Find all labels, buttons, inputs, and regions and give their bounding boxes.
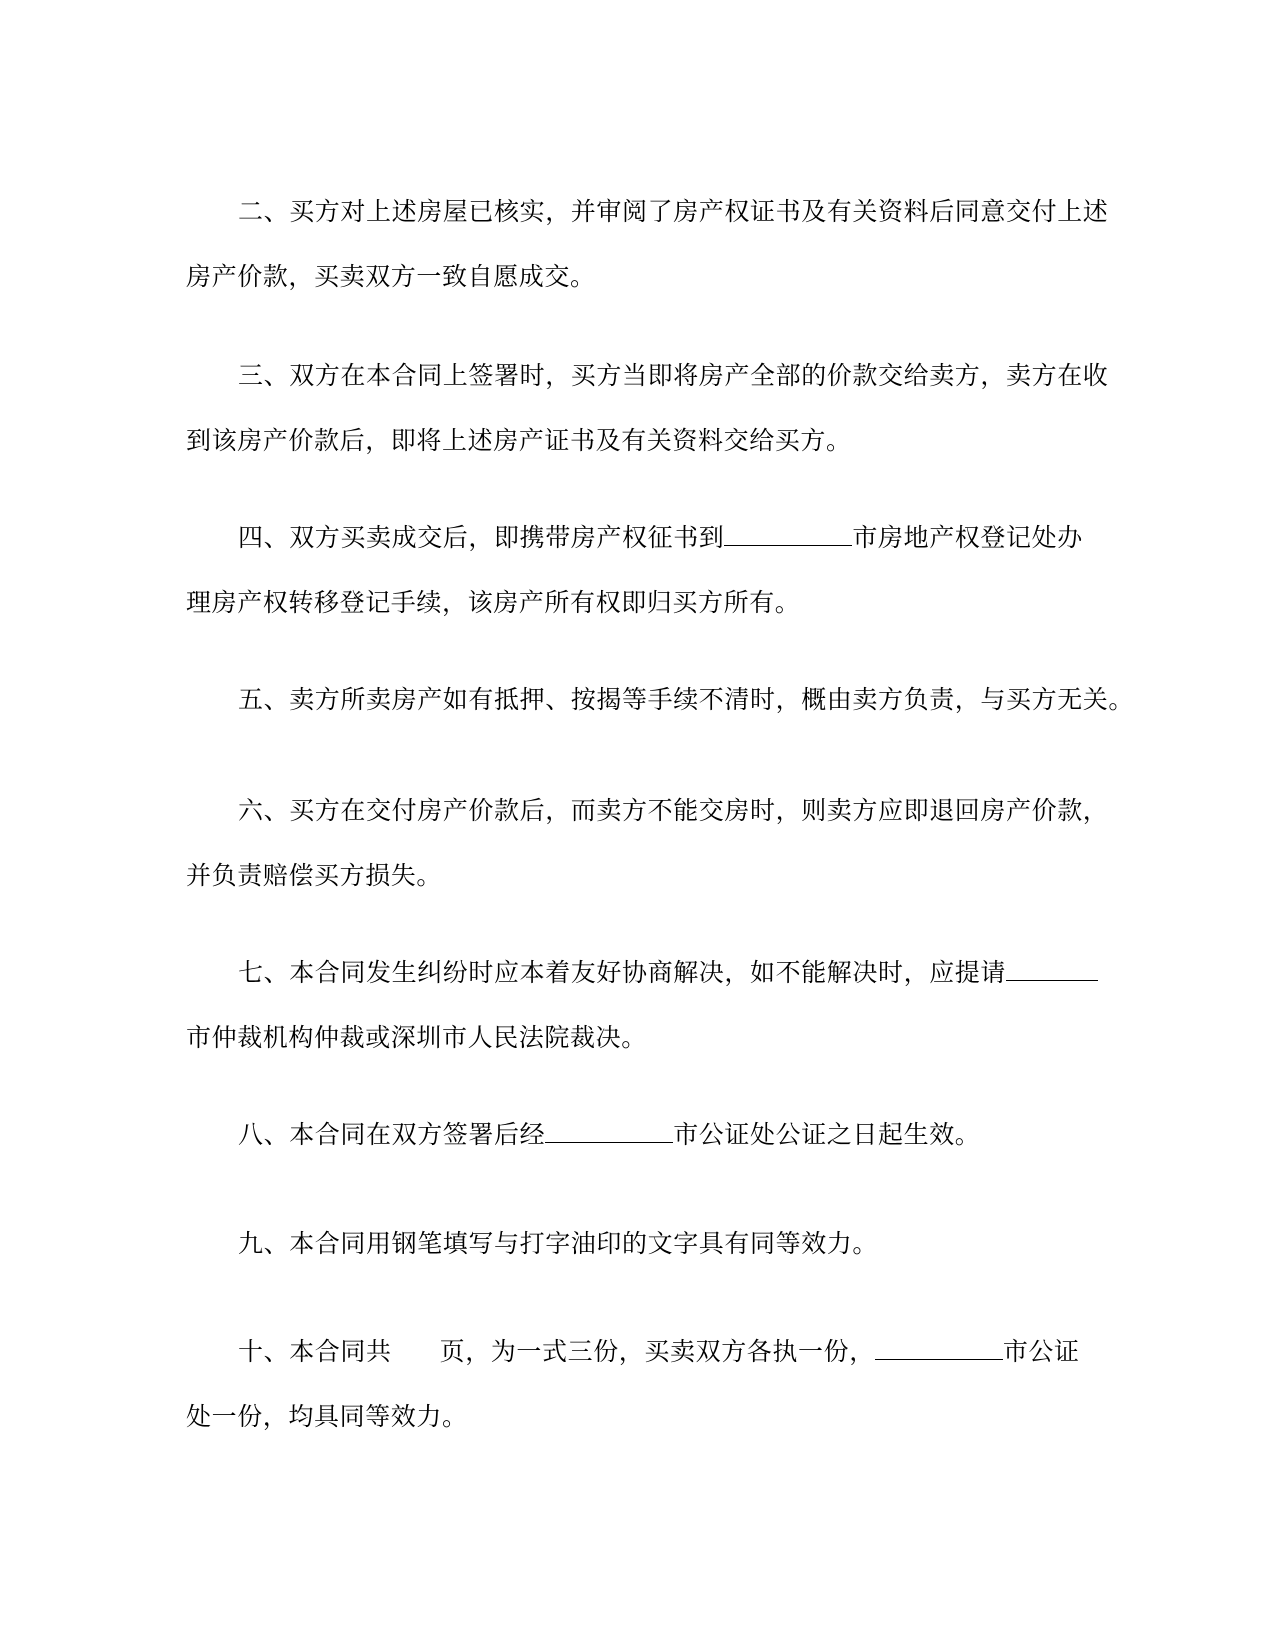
clause-10-text-before: 十、本合同共 <box>238 1337 392 1366</box>
clause-10-text-after: 市公证 <box>1002 1337 1080 1366</box>
clause-6 <box>186 796 1109 891</box>
city-blank-field[interactable] <box>724 523 852 546</box>
notary-office-blank-field[interactable] <box>875 1337 1003 1360</box>
clause-6-line-2: 并负责赔偿买方损失。 <box>186 861 443 890</box>
clause-7-line-1 <box>186 958 1086 988</box>
clause-10 <box>186 1337 1086 1432</box>
clause-8-text-before: 八、本合同在双方签署后经 <box>238 1120 546 1149</box>
clause-3-line-2: 到该房产价款后，即将上述房产证书及有关资料交给买方。 <box>186 426 852 455</box>
clause-4-text-after: 市房地产权登记处办 <box>852 523 1083 552</box>
clause-2-line-1: 二、买方对上述房屋已核实，并审阅了房产权证书及有关资料后同意交付上述 <box>238 197 1109 226</box>
clause-8-line-1 <box>186 1120 1086 1150</box>
clause-4-line-1 <box>186 523 1086 553</box>
clause-7-line-2: 市仲裁机构仲裁或深圳市人民法院裁决。 <box>186 1023 647 1052</box>
clause-4-text-before: 四、双方买卖成交后，即携带房产权征书到 <box>238 523 725 552</box>
clause-10-line-1 <box>186 1337 1086 1367</box>
clause-8-text-after: 市公证处公证之日起生效。 <box>673 1120 981 1149</box>
clause-7-text-before: 七、本合同发生纠纷时应本着友好协商解决，如不能解决时，应提请 <box>238 958 1007 987</box>
clause-9-line-1: 九、本合同用钢笔填写与打字油印的文字具有同等效力。 <box>238 1229 879 1258</box>
clause-3 <box>186 361 1109 456</box>
clause-10-line-2: 处一份，均具同等效力。 <box>186 1402 468 1431</box>
arbitration-city-blank-field[interactable] <box>1006 958 1098 981</box>
clause-9 <box>186 1229 1086 1259</box>
clause-8 <box>186 1120 1086 1150</box>
clause-3-line-1: 三、双方在本合同上签署时，买方当即将房产全部的价款交给卖方，卖方在收 <box>238 361 1109 390</box>
clause-6-line-1: 六、买方在交付房产价款后，而卖方不能交房时，则卖方应即退回房产价款， <box>238 796 1109 825</box>
clause-2-line-2: 房产价款，买卖双方一致自愿成交。 <box>186 262 596 291</box>
clause-5-line-1: 五、卖方所卖房产如有抵押、按揭等手续不清时，概由卖方负责，与买方无关。 <box>238 685 1135 714</box>
clause-5 <box>186 685 1135 715</box>
clause-7 <box>186 958 1086 1053</box>
clause-10-text-middle: 页，为一式三份，买卖双方各执一份， <box>439 1337 875 1366</box>
notary-city-blank-field[interactable] <box>545 1120 673 1143</box>
clause-4 <box>186 523 1086 618</box>
clause-4-line-2: 理房产权转移登记手续，该房产所有权即归买方所有。 <box>186 588 801 617</box>
clause-2 <box>186 197 1109 292</box>
